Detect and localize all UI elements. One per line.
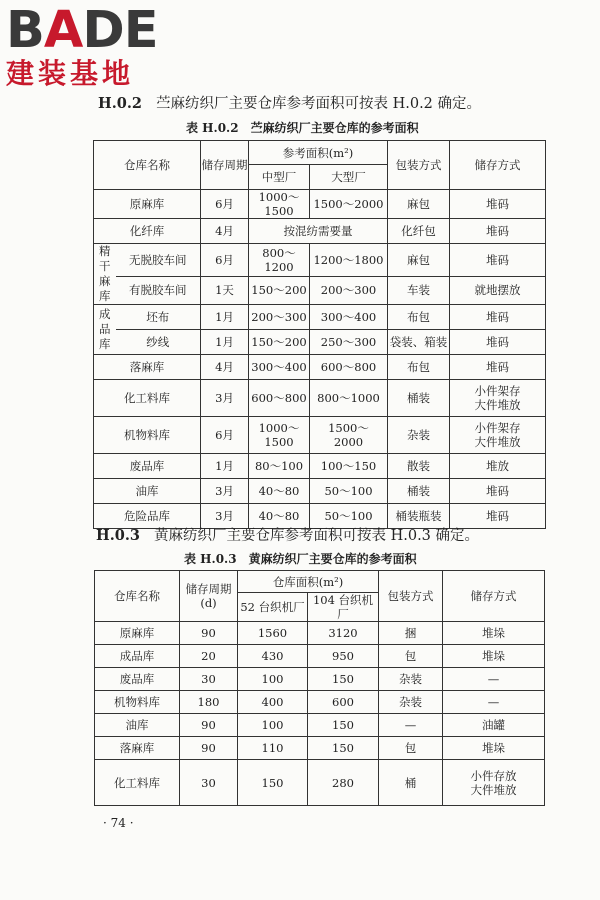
header-period: 储存周期 (d) — [180, 571, 238, 622]
header-pack: 包装方式 — [388, 141, 450, 190]
table-h03 — [94, 570, 545, 806]
table-row: 油库 3月 40～80 50～100 桶装 堆码 — [94, 479, 546, 504]
table-h02 — [93, 140, 546, 529]
table-row: 精干 麻库 无脱胶车间 6月 800～1200 1200～1800 麻包 堆码 — [94, 244, 546, 277]
table-row: 油库 90 100 150 — 油罐 — [95, 714, 545, 737]
section-h02-heading — [98, 92, 481, 113]
group-label-dry: 精干 麻库 — [94, 244, 116, 305]
section-text: 苎麻纺织厂主要仓库参考面积可按表 H.0.2 确定。 — [155, 96, 482, 112]
table-row: 机物料库 6月 1000～ 1500 1500～ 2000 杂装 小件架存 大件堆放 — [94, 417, 546, 454]
header-name: 仓库名称 — [94, 141, 201, 190]
header-store: 储存方式 — [443, 571, 545, 622]
table-row: 落麻库 4月 300～400 600～800 布包 堆码 — [94, 355, 546, 380]
header-large: 大型厂 — [310, 165, 388, 190]
table-row: 落麻库 90 110 150 包 堆垛 — [95, 737, 545, 760]
table-row: 废品库 1月 80～100 100～150 散装 堆放 — [94, 454, 546, 479]
table-row: 有脱胶车间 1天 150～200 200～300 车装 就地摆放 — [94, 276, 546, 304]
table-row: 化工料库 30 150 280 桶 小件存放 大件堆放 — [95, 760, 545, 806]
table-row: 成品库 20 430 950 包 堆垛 — [95, 645, 545, 668]
table-row: 化纤库 4月 按混纺需要量 化纤包 堆码 — [94, 219, 546, 244]
logo-wordmark: BADE — [6, 1, 158, 60]
section-text: 黄麻纺织厂主要仓库参考面积可按表 H.0.3 确定。 — [153, 528, 480, 544]
header-pack: 包装方式 — [379, 571, 443, 622]
table-row: 成品 库 坯布 1月 200～300 300～400 布包 堆码 — [94, 305, 546, 330]
table-row: 原麻库 90 1560 3120 捆 堆垛 — [95, 622, 545, 645]
page-number: · 74 · — [103, 816, 134, 830]
group-label-finished: 成品 库 — [94, 305, 116, 355]
header-52-looms: 52 台织机厂 — [238, 593, 308, 622]
header-store: 储存方式 — [450, 141, 546, 190]
header-period: 储存周期 — [201, 141, 249, 190]
table-row: 化工料库 3月 600～800 800～1000 桶装 小件架存 大件堆放 — [94, 380, 546, 417]
table-row: 废品库 30 100 150 杂装 — — [95, 668, 545, 691]
header-area: 仓库面积(m²) — [238, 571, 379, 593]
table-row: 原麻库 6月 1000～1500 1500～2000 麻包 堆码 — [94, 190, 546, 219]
table-row: 危险品库 3月 40～80 50～100 桶装瓶装 堆码 — [94, 504, 546, 529]
section-number: H.0.3 — [96, 527, 140, 544]
logo-subtitle: 建装基地 — [6, 57, 135, 90]
table-row: 机物料库 180 400 600 杂装 — — [95, 691, 545, 714]
table-h03-caption: 表 H.0.3 黄麻纺织厂主要仓库的参考面积 — [184, 552, 417, 566]
table-h02-caption: 表 H.0.2 苎麻纺织厂主要仓库的参考面积 — [186, 121, 419, 135]
section-h03-heading — [96, 524, 479, 545]
table-row: 纱线 1月 150～200 250～300 袋装、箱装 堆码 — [94, 330, 546, 355]
section-number: H.0.2 — [98, 95, 142, 112]
brand-logo — [6, 2, 176, 92]
header-104-looms: 104 台织机厂 — [308, 593, 379, 622]
header-name: 仓库名称 — [95, 571, 180, 622]
header-mid: 中型厂 — [249, 165, 310, 190]
header-area: 参考面积(m²) — [249, 141, 388, 165]
